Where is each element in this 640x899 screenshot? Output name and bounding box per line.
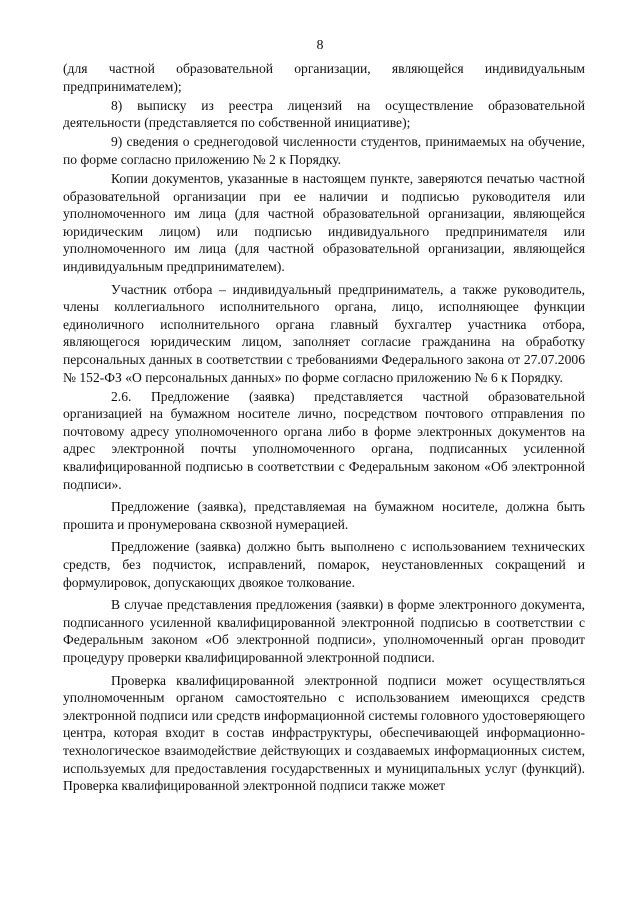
paragraph-8: Предложение (заявка) должно быть выполнено с использованием технических средств, без подчисток, исправлений, помарок, неустановленных сокращений и формулировок, допускающих двоякое толкование. [63,539,585,590]
document-body [63,60,585,795]
paragraph-1: (для частной образовательной организации, являющейся индивидуальным предпринимателем); [63,61,585,94]
paragraph-3: 9) сведения о среднегодовой численности студентов, принимаемых на обучение, по форме согласно приложению № 2 к Порядку. [63,134,585,167]
paragraph-9: В случае представления предложения (заявки) в форме электронного документа, подписанного усиленной квалифицированной электронной подписью в соответствии с Федеральным законом «Об электронной подписи», уполномоченный орган проводит процедуру проверки квалифицированной электронной подписи. [63,597,585,665]
page-number: 8 [316,38,324,53]
paragraph-7: Предложение (заявка), представляемая на бумажном носителе, должна быть прошита и пронумерована сквозной нумерацией. [63,499,585,532]
paragraph-5: Участник отбора – индивидуальный предприниматель, а также руководитель, члены коллегиального исполнительного органа, лицо, исполняющее функции единоличного исполнительного органа главный бухгалтер участника отбора, являющегося юридическим лицом, заполняет согласие гражданина на обработку персональных данных в соответствии с требованиями Федерального закона от 27.07.2006 № 152-ФЗ «О персональных данных» по форме согласно приложению № 6 к Порядку. [63,281,585,385]
paragraph-2: 8) выписку из реестра лицензий на осуществление образовательной деятельности (представляется по собственной инициативе); [63,97,585,131]
paragraph-4: Копии документов, указанные в настоящем пункте, заверяются печатью частной образовательной организации при ее наличии и подписью руководителя или уполномоченного им лица (для частной образовательной организации, являющейся юридическим лицом) или подписью индивидуального предпринимателя или уполномоченного им лица (для частной образовательной организации, являющейся индивидуальным предпринимателем). [63,171,585,275]
paragraph-6: 2.6. Предложение (заявка) представляется частной образовательной организацией на бумажном носителе лично, посредством почтового отправления по почтовому адресу уполномоченного органа либо в форме электронных документов на адрес электронной почты уполномоченного органа, подписанных усиленной квалифицированной подписью в соответствии с Федеральным законом «Об электронной подписи». [63,388,585,492]
paragraph-10: Проверка квалифицированной электронной подписи может осуществляться уполномоченным органом самостоятельно с использованием имеющихся средств электронной подписи или средств информационной системы головного удостоверяющего центра, которая входит в состав инфраструктуры, обеспечивающей информационно-технологическое взаимодействие действующих и создаваемых информационных систем, используемых для предоставления государственных и муниципальных услуг (функций). Проверка квалифицированной электронной подписи также может [63,672,585,794]
